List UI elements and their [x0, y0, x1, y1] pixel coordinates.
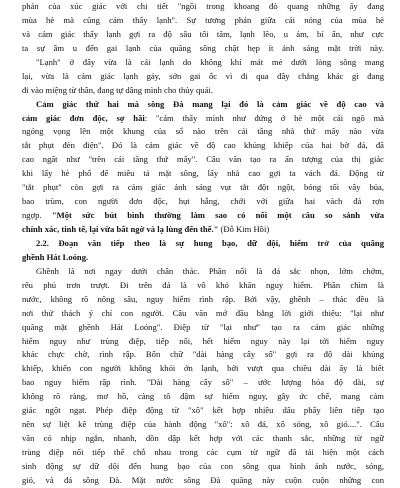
text-line: bao nguy hiểm rập rình. "Dài hàng cây số" – ước lượng hóa độ dài, sự	[22, 377, 384, 388]
text-line: lại, vừa là cảm giác lạnh gáy, sởn gai ốc vì đi qua đây chẳng khác gì đang	[22, 70, 384, 81]
text-line: nên sự liệt kê trùng điệp của hành động "xô": xô đá, xô sóng, xô gió....". Câu	[22, 419, 384, 430]
text-line: không rõ ràng, mơ hồ, càng tô đậm sự hiểm nguy, gây ức chế, mang cảm	[22, 391, 384, 402]
section-heading: 2.2. Đoạn văn tiếp theo là sự hung bạo, dữ dội, hiểm trở của quãng	[36, 237, 384, 248]
text-line: cao ngất như "trên cái tầng thứ mấy". Câu văn tạo ra ấn tượng của thị giác	[22, 154, 384, 165]
text-line: trùng điệp nối tiếp thể chỗ nhau trong các cụm từ ngữ đã tái hiện một cách	[22, 447, 384, 457]
text-line: Ghềnh là nơi ngay dưới chân thác. Phần nối là đá sắc nhọn, lởm chởm,	[36, 265, 384, 276]
text-line: mùa hè mà cũng cảm thấy lạnh". Sự tương phản giữa cái nóng của mùa hè	[22, 14, 384, 25]
text-line: "tắt phụt" còn gợi ra cảm giác ánh sáng vụt tắt đột ngột, bóng tối vây bủa,	[22, 182, 384, 193]
text-line: quãng mặt ghềnh Hát Loóng". Điệp từ "lại như" tạo ra cảm giác những	[22, 321, 384, 332]
text-segment: (Đỗ Kim Hồi)	[218, 224, 270, 234]
text-line: nước, không rõ nông sâu, nguy hiểm rình rập. Bởi vậy, ghềnh – thác đều là	[22, 293, 384, 304]
text-line: đi vào miệng từ thần, đang tự dâng mình cho thủy quái.	[22, 84, 213, 95]
text-line: ngóng vọng lên một khung của sổ nào trên cái tầng nhà thứ mấy nào vừa	[22, 126, 384, 137]
text-line: nơi thử thách ý chí con người. Câu văn mở đầu bằng lời giới thiệu: "lại như	[22, 307, 384, 318]
text-line: hiểm nguy như trùng điệp, tiếp nối, hết hiểm nguy này lại tới hiểm nguy	[22, 335, 384, 346]
text-line: khiếp, khiến con người không khỏi ớn lạnh, bởi vượt qua chiều dài ấy là biết	[22, 363, 384, 374]
text-line: khi lấy hè phố để miêu tả mặt sông, lấy nhà cao gợi ta vách đá. Động từ	[22, 168, 384, 179]
text-line: giác ngột ngạt. Phép điệp động từ "xô" kết hợp nhiều dấu phẩy liên tiếp tạo	[22, 405, 384, 416]
bold-segment: chính xác, tinh tế, lại vừa bất ngờ và lạ lùng đến thế."	[22, 224, 219, 234]
text-segment: ngợp.	[22, 210, 52, 221]
text-line: "Lạnh" ở đây vừa là cái lạnh do không khí mát mẻ dưới lòng sông mang	[36, 56, 384, 67]
text-line: tắt phụt đèn điện". Đó là cảm giác về độ cao khủng khiếp của hai bờ đá, đã	[22, 140, 384, 151]
text-line: ta sự âm u đến gai lạnh của quãng sông chật hẹp ít ánh sáng mặt trời này.	[22, 42, 384, 53]
text-line: Cảm giác thứ hai mà sông Đà mang lại đó là cảm giác về độ cao và	[36, 98, 384, 109]
text-line: gió, và đá sông Đà. Mặt nước sông Đà quăng này cuộn cuộn những con	[22, 474, 384, 485]
text-line: và cảm giác thấy lạnh gợi ra độ sâu tối tăm, lạnh lẽo, u ám, bí ẩn, như cực	[22, 28, 384, 39]
bold-segment: cảm giác đơn độc, sợ hãi	[22, 112, 145, 123]
text-line-mixed	[22, 209, 384, 223]
text-line: văn có nhịp ngắn, nhanh, dồn dập kết hợp với các thanh sắc, những từ ngữ	[22, 433, 384, 444]
section-heading: ghềnh Hát Loóng.	[22, 251, 89, 262]
text-segment: : "cảm thấy mình như đứng ở hè một cái ngõ mà	[144, 112, 384, 123]
text-line: rêu phủ trơn trượt. Đi trên đá là vô khó khăn nguy hiểm. Phần chìm là	[22, 279, 384, 290]
text-line-mixed	[22, 112, 384, 126]
bold-segment: "Một sức bút bình thường làm sao có nổi một câu so sánh vừa	[51, 210, 384, 221]
text-line-mixed	[22, 223, 384, 237]
text-line: sinh động sự dữ dội đến hung bạo của con sông qua hình ảnh nước, sóng,	[22, 460, 384, 471]
document-page	[22, 0, 384, 485]
text-line: bao trùm, con người đơn độc, hụt hẫng, chới với giữa hai vách đá rợn	[22, 196, 384, 207]
text-line: khác chực chờ, rình rập. Bốn chữ "dài hàng cây số" gợi ra độ dài khủng	[22, 349, 384, 360]
text-line: phản của xúc giác với chi tiết "ngồi trong khoang đò quang những ấy đang	[22, 1, 384, 11]
